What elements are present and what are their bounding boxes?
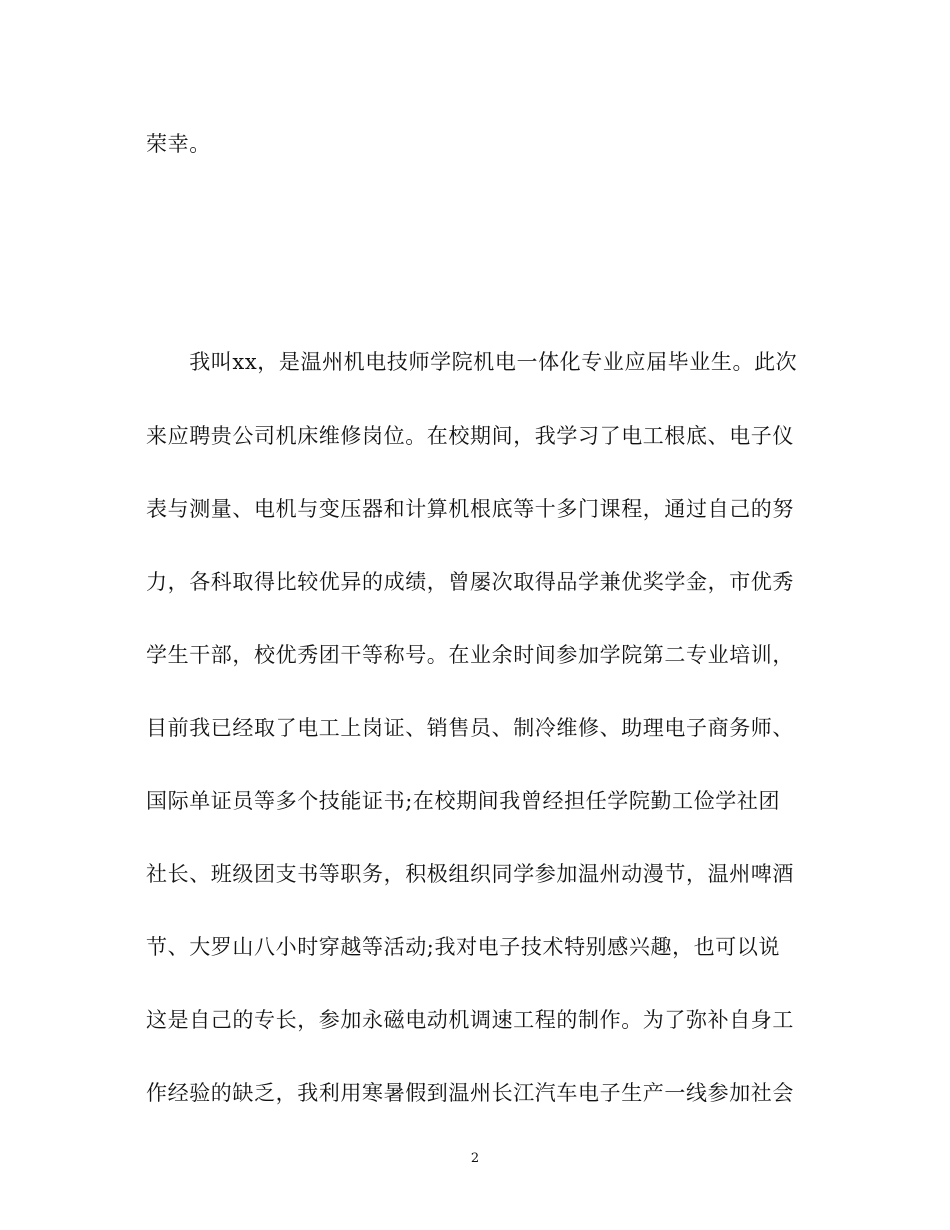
- paragraph-line: 学生干部，校优秀团干等称号。在业余时间参加学院第二专业培训，: [146, 643, 794, 667]
- paragraph-line: 社长、班级团支书等职务，积极组织同学参加温州动漫节，温州啤酒: [146, 862, 794, 886]
- paragraph-line: 这是自己的专长，参加永磁电动机调速工程的制作。为了弥补自身工: [146, 1008, 794, 1032]
- fragment-line: 荣幸。: [146, 132, 211, 156]
- paragraph-line: 目前我已经取了电工上岗证、销售员、制冷维修、助理电子商务师、: [146, 716, 794, 740]
- paragraph-line: 来应聘贵公司机床维修岗位。在校期间，我学习了电工根底、电子仪: [146, 424, 794, 448]
- paragraph-line: 节、大罗山八小时穿越等活动;我对电子技术特别感兴趣，也可以说: [146, 935, 781, 959]
- page-number: 2: [470, 1151, 480, 1166]
- paragraph-line: 表与测量、电机与变压器和计算机根底等十多门课程，通过自己的努: [146, 497, 794, 521]
- paragraph-line: 作经验的缺乏，我利用寒暑假到温州长江汽车电子生产一线参加社会: [146, 1081, 794, 1105]
- paragraph-line: 国际单证员等多个技能证书;在校期间我曾经担任学院勤工俭学社团: [146, 789, 781, 813]
- paragraph-line: 我叫xx，是温州机电技师学院机电一体化专业应届毕业生。此次: [146, 350, 798, 374]
- paragraph-line: 力，各科取得比较优异的成绩，曾屡次取得品学兼优奖学金，市优秀: [146, 570, 794, 594]
